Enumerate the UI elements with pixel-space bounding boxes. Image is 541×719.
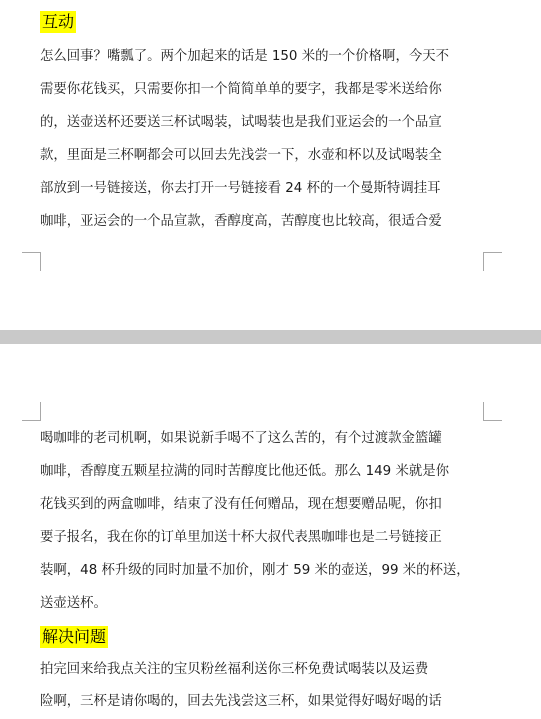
paragraph-line: 款，里面是三杯啊都会可以回去先浅尝一下，水壶和杯以及试喝装全 xyxy=(40,148,442,163)
paragraph-line: 咖啡，香醇度五颗星拉满的同时苦醇度比他还低。那么 149 米就是你 xyxy=(40,464,450,479)
paragraph-line: 部放到一号链接送，你去打开一号链接看 24 杯的一个曼斯特调挂耳 xyxy=(40,181,441,196)
paragraph-line: 送壶送杯。 xyxy=(40,596,107,611)
paragraph-line: 怎么回事？嘴瓢了。两个加起来的话是 150 米的一个价格啊，今天不 xyxy=(40,49,450,64)
page-corner-mark xyxy=(483,252,502,271)
paragraph-line: 花钱买到的两盒咖啡，结束了没有任何赠品，现在想要赠品呢，你扣 xyxy=(40,497,442,512)
paragraph-line: 需要你花钱买，只需要你扣一个简简单单的要字，我都是零米送给你 xyxy=(40,82,442,97)
paragraph-line: 装啊，48 杯升级的同时加量不加价，刚才 59 米的壶送，99 米的杯送， xyxy=(40,563,470,578)
page-corner-mark xyxy=(22,252,41,271)
page-separator xyxy=(0,330,541,344)
paragraph-line: 拍完回来给我点关注的宝贝粉丝福利送你三杯免费试喝装以及运费 xyxy=(40,662,429,677)
page-corner-mark xyxy=(22,402,41,421)
paragraph-line: 险啊，三杯是请你喝的，回去先浅尝这三杯，如果觉得好喝好喝的话 xyxy=(40,694,442,709)
paragraph-line: 要子报名，我在你的订单里加送十杯大叔代表黑咖啡也是二号链接正 xyxy=(40,530,442,545)
section-heading-interaction: 互动 xyxy=(42,12,75,31)
section-heading-solve-problem: 解决问题 xyxy=(42,627,107,646)
paragraph-line: 的，送壶送杯还要送三杯试喝装，试喝装也是我们亚运会的一个品宣 xyxy=(40,115,442,130)
page-corner-mark xyxy=(483,402,502,421)
paragraph-line: 喝咖啡的老司机啊，如果说新手喝不了这么苦的，有个过渡款金篮罐 xyxy=(40,431,442,446)
paragraph-line: 咖啡，亚运会的一个品宣款，香醇度高，苦醇度也比较高，很适合爱 xyxy=(40,214,442,229)
